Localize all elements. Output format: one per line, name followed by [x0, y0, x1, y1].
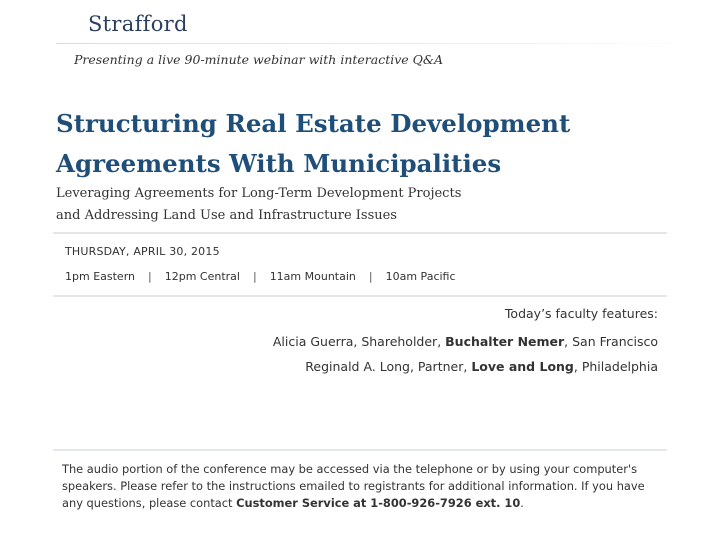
- divider-top: [53, 232, 667, 234]
- time-pacific: 10am Pacific: [385, 270, 456, 283]
- strafford-logo: Strafford: [88, 12, 188, 36]
- faculty-city: , Philadelphia: [573, 359, 658, 374]
- divider-schedule: [53, 295, 667, 297]
- header-divider: [56, 43, 700, 44]
- webinar-tagline: Presenting a live 90-minute webinar with interactive Q&A: [74, 52, 444, 67]
- title-line-2: Agreements With Municipalities: [56, 149, 502, 178]
- time-central: 12pm Central: [164, 270, 240, 283]
- audio-info-footer: [62, 461, 662, 512]
- time-separator: |: [368, 270, 373, 283]
- page-title: [56, 104, 676, 184]
- faculty-member-2: [305, 359, 658, 374]
- time-eastern: 1pm Eastern: [65, 270, 135, 283]
- faculty-name-role: Alicia Guerra, Shareholder,: [272, 334, 446, 349]
- footer-end: .: [520, 496, 524, 510]
- title-line-1: Structuring Real Estate Development: [56, 109, 571, 138]
- faculty-firm: Buchalter Nemer: [445, 334, 565, 349]
- webinar-date: THURSDAY, APRIL 30, 2015: [65, 245, 220, 258]
- faculty-name-role: Reginald A. Long, Partner,: [305, 359, 472, 374]
- time-separator: |: [148, 270, 152, 283]
- divider-footer: [53, 449, 667, 451]
- faculty-city: , San Francisco: [564, 334, 658, 349]
- subtitle-line-2: and Addressing Land Use and Infrastructure Issues: [56, 208, 397, 223]
- subtitle-line-1: Leveraging Agreements for Long-Term Development Projects: [56, 186, 462, 201]
- time-separator: |: [252, 270, 257, 283]
- subtitle: [56, 183, 656, 227]
- faculty-intro: Today’s faculty features:: [504, 306, 658, 321]
- customer-service-contact: Customer Service at 1-800-926-7926 ext. 10: [236, 496, 521, 510]
- time-mountain: 11am Mountain: [269, 270, 356, 283]
- faculty-member-1: [273, 334, 658, 349]
- faculty-firm: Love and Long: [471, 359, 574, 374]
- time-zones: [65, 270, 456, 283]
- footer-text: The audio portion of the conference may be accessed via the telephone or by using your computer's speakers. Please refer to the instructions emailed to registrants for additional information. If you have any questions, please contact: [62, 462, 645, 510]
